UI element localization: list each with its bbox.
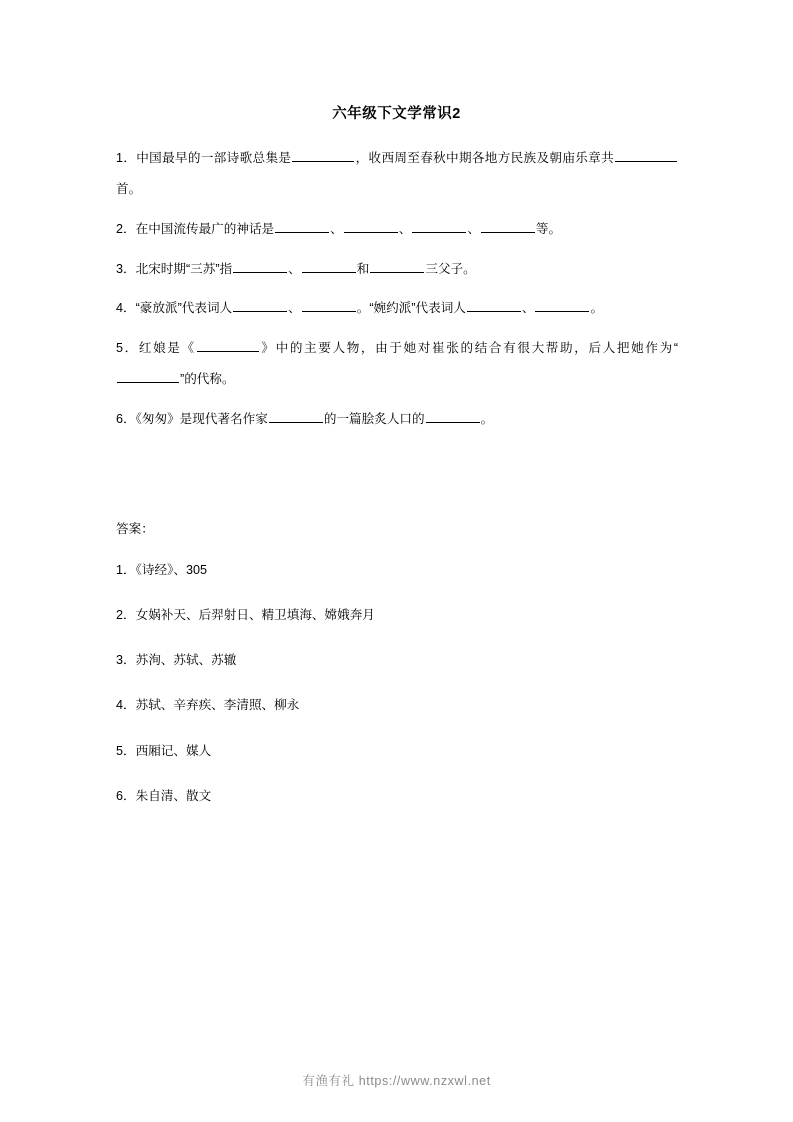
question-4-text-2: 、 [288,301,301,316]
question-4 [116,293,678,324]
question-5-text-1: 红娘是《 [138,341,196,356]
questions-section [116,143,678,444]
answer-item: 1．《诗经》、305 [116,563,207,577]
question-6-text-1: 《匆匆》是现代著名作家 [135,411,268,426]
blank-field[interactable] [344,220,398,233]
question-1-text-3: 首。 [116,181,142,196]
question-5-number: 5． [116,341,139,356]
answer-item: 3．苏洵、苏轼、苏辙 [116,653,237,668]
question-4-number: 4． [116,301,136,316]
blank-field[interactable] [302,299,356,312]
watermark-footer: 有渔有礼 https://www.nzxwl.net [302,1074,491,1088]
question-2-number: 2． [116,221,136,236]
question-5-text-3: “ [673,341,679,356]
question-4-text-4: 、 [521,301,535,316]
blank-field[interactable] [292,149,354,162]
question-3 [116,254,678,285]
blank-field[interactable] [233,260,287,273]
page-title: 六年级下文学常识2 [332,106,461,122]
answer-item: 2．女娲补天、后羿射日、精卫填海、嫦娥奔月 [116,608,375,623]
question-6 [116,404,678,435]
answer-item: 4．苏轼、辛弃疾、李清照、柳永 [116,698,300,713]
question-4-text-3: 。“婉约派”代表词人 [356,301,466,316]
question-2-text-2: 、 [330,221,343,236]
blank-field[interactable] [275,220,329,233]
answer-item: 6．朱自清、散文 [116,788,212,803]
blank-field[interactable] [535,299,589,312]
question-6-number: 6． [116,411,136,426]
blank-field[interactable] [117,370,179,383]
blank-field[interactable] [302,260,356,273]
question-5 [116,333,678,395]
question-3-text-3: 和 [356,261,370,276]
question-6-text-2: 的一篇脍炙人口的 [323,411,425,426]
question-1 [116,143,678,205]
question-3-text-1: 北宋时期“三苏”指 [135,261,233,276]
blank-field[interactable] [269,410,323,423]
question-4-text-5: 。 [590,301,604,316]
question-5-text-4: ”的代称。 [180,372,235,387]
question-3-text-2: 、 [288,261,301,276]
question-4-text-1: “豪放派”代表词人 [135,301,233,316]
blank-field[interactable] [467,299,521,312]
question-2-text-1: 在中国流传最广的神话是 [135,221,275,236]
answer-item: 5．西厢记、媒人 [116,743,212,758]
question-2-text-4: 、 [467,221,480,236]
question-2 [116,214,678,245]
blank-field[interactable] [412,220,466,233]
question-3-text-4: 三父子。 [425,261,476,276]
answers-section [116,560,678,831]
blank-field[interactable] [233,299,287,312]
blank-field[interactable] [197,339,259,352]
question-2-text-3: 、 [398,221,412,236]
blank-field[interactable] [370,260,424,273]
question-6-text-3: 。 [480,411,494,426]
question-1-text-1: 中国最早的一部诗歌总集是 [136,151,292,165]
question-2-text-5: 等。 [535,221,562,236]
question-5-text-2: 》中的主要人物，由于她对崔张的结合有很大帮助，后人把她作为 [259,341,674,356]
question-1-text-2: ，收西周至春秋中期各地方民族及朝庙乐章共 [355,151,614,165]
blank-field[interactable] [426,410,480,423]
blank-field[interactable] [615,149,677,162]
blank-field[interactable] [481,220,535,233]
answers-label: 答案： [116,522,154,536]
question-1-number: 1． [116,151,137,165]
question-3-number: 3． [116,261,136,276]
